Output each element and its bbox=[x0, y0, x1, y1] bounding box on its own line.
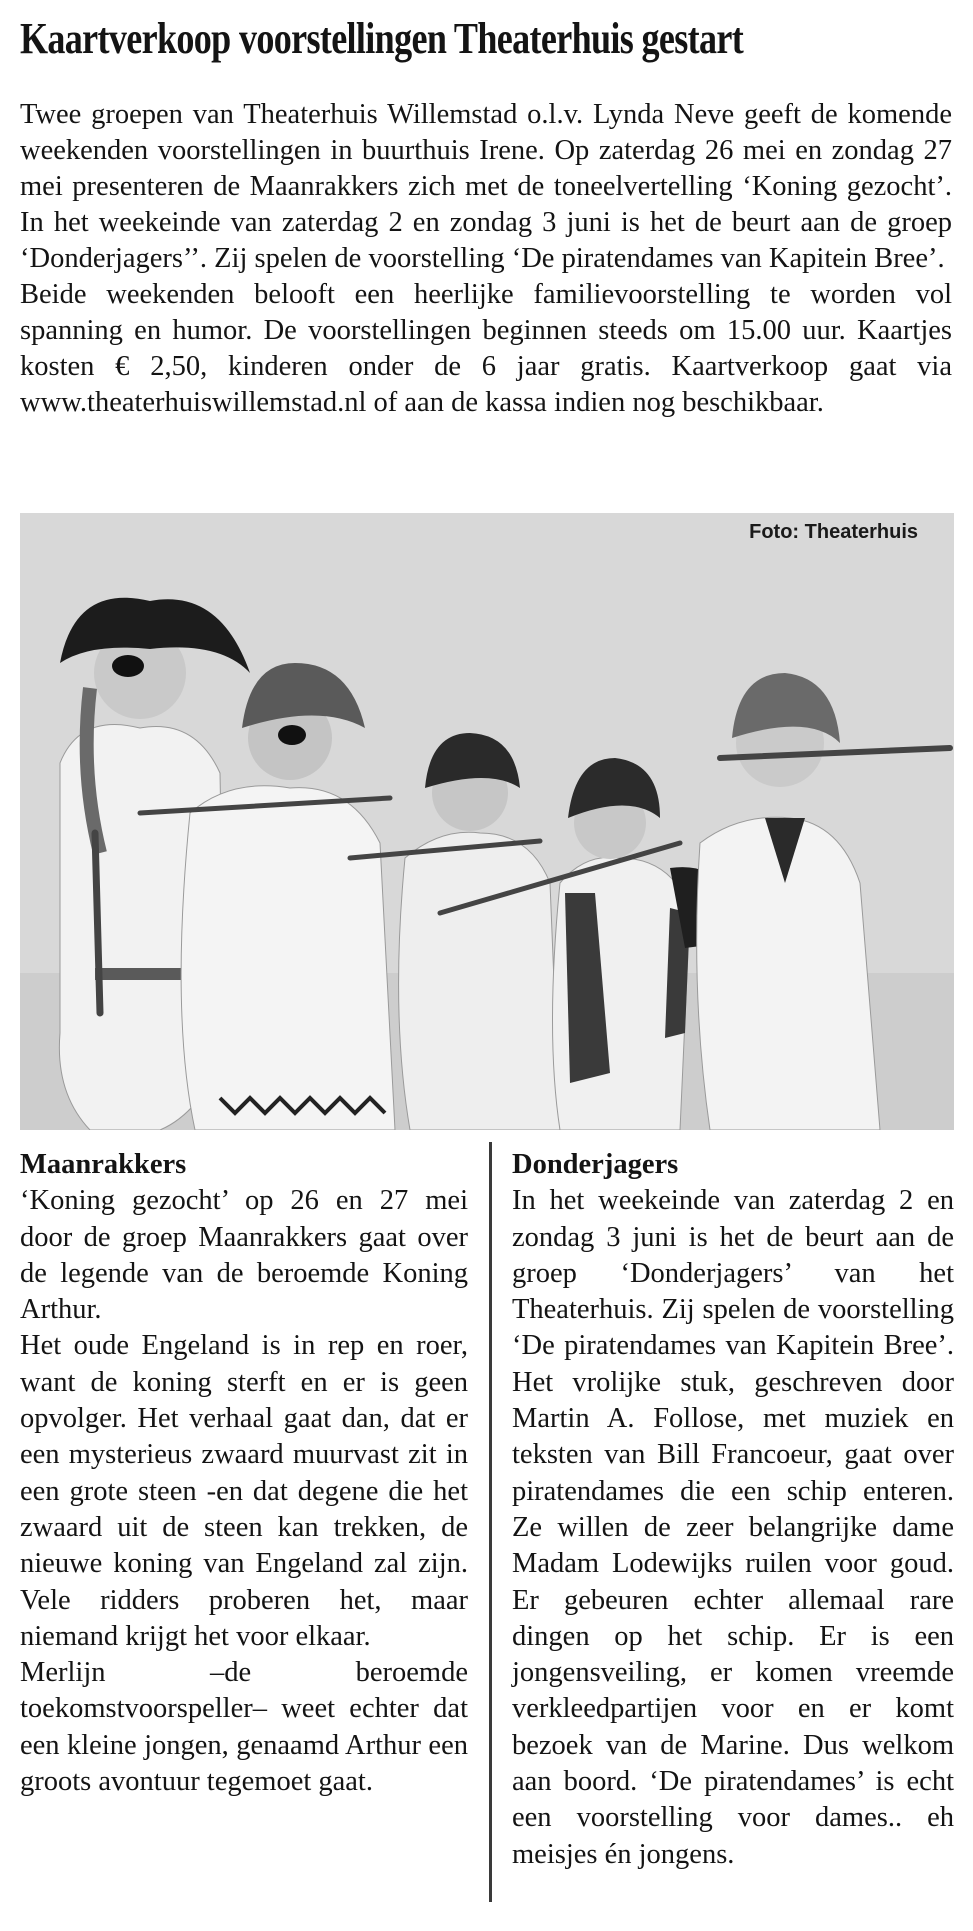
column-donderjagers bbox=[512, 1147, 954, 1873]
intro-paragraph: Beide weekenden belooft een heerlijke familievoorstelling te worden vol spanning en humor. De voorstellingen beginnen steeds om 15.00 uur. Kaartjes kosten € 2,50, kinderen onder de 6 jaar gratis. Kaartverkoop gaat via www.theaterhuiswillemstad.nl of aan de kassa indien nog beschikbaar. bbox=[20, 279, 952, 418]
maanrakkers-paragraph: ‘Koning gezocht’ op 26 en 27 mei door de groep Maanrakkers gaat over de legende van de beroemde Koning Arthur. bbox=[20, 1185, 468, 1326]
article-photo bbox=[20, 513, 954, 1130]
maanrakkers-paragraph: Merlijn –de beroemde toekomstvoorspeller– weet echter dat een kleine jongen, genaamd Arthur een groots avontuur tegemoet gaat. bbox=[20, 1657, 468, 1798]
article-headline: Kaartverkoop voorstellingen Theaterhuis gestart bbox=[20, 14, 744, 63]
donderjagers-paragraph: In het weekeinde van zaterdag 2 en zondag 3 juni is het de beurt aan de groep ‘Donderjagers’ van het Theaterhuis. Zij spelen de voorstelling ‘De piratendames van Kapitein Bree’. Het vrolijke stuk, geschreven door Martin A. Follose, met muziek en teksten van Bill Francoeur, gaat over piratendames die een schip enteren. Ze willen de zeer belangrijke dame Madam Lodewijks ruilen voor goud. Er gebeuren echter allemaal rare dingen op het schip. Er is een jongensveiling, er komen vreemde verkleedpartijen voor en er komt bezoek van de Marine. Dus welkom aan boord. ‘De piratendames’ is echt een voorstelling voor dames.. eh meisjes én jongens. bbox=[512, 1185, 954, 1870]
column-maanrakkers bbox=[20, 1147, 468, 1800]
column-divider bbox=[489, 1142, 492, 1902]
pirate-children-illustration bbox=[20, 513, 954, 1130]
intro-text bbox=[20, 97, 952, 421]
maanrakkers-paragraph: Het oude Engeland is in rep en roer, want de koning sterft en er is geen opvolger. Het verhaal gaat dan, dat er een mysterieus zwaard muurvast zit in een grote steen -en dat degene die het zwaard uit de steen kan trekken, de nieuwe koning van Engeland zal zijn. Vele ridders proberen het, maar niemand krijgt het voor elkaar. bbox=[20, 1330, 468, 1652]
donderjagers-heading: Donderjagers bbox=[512, 1149, 679, 1180]
intro-paragraph: Twee groepen van Theaterhuis Willemstad o.l.v. Lynda Neve geeft de komende weekenden voorstellingen in buurthuis Irene. Op zaterdag 26 mei en zondag 27 mei presenteren de Maanrakkers zich met de toneelvertelling ‘Koning gezocht’. In het weekeinde van zaterdag 2 en zondag 3 juni is het de beurt aan de groep ‘Donderjagers’’. Zij spelen de voorstelling ‘De piratendames van Kapitein Bree’. bbox=[20, 99, 952, 274]
photo-credit: Foto: Theaterhuis bbox=[749, 521, 918, 543]
maanrakkers-heading: Maanrakkers bbox=[20, 1149, 187, 1180]
